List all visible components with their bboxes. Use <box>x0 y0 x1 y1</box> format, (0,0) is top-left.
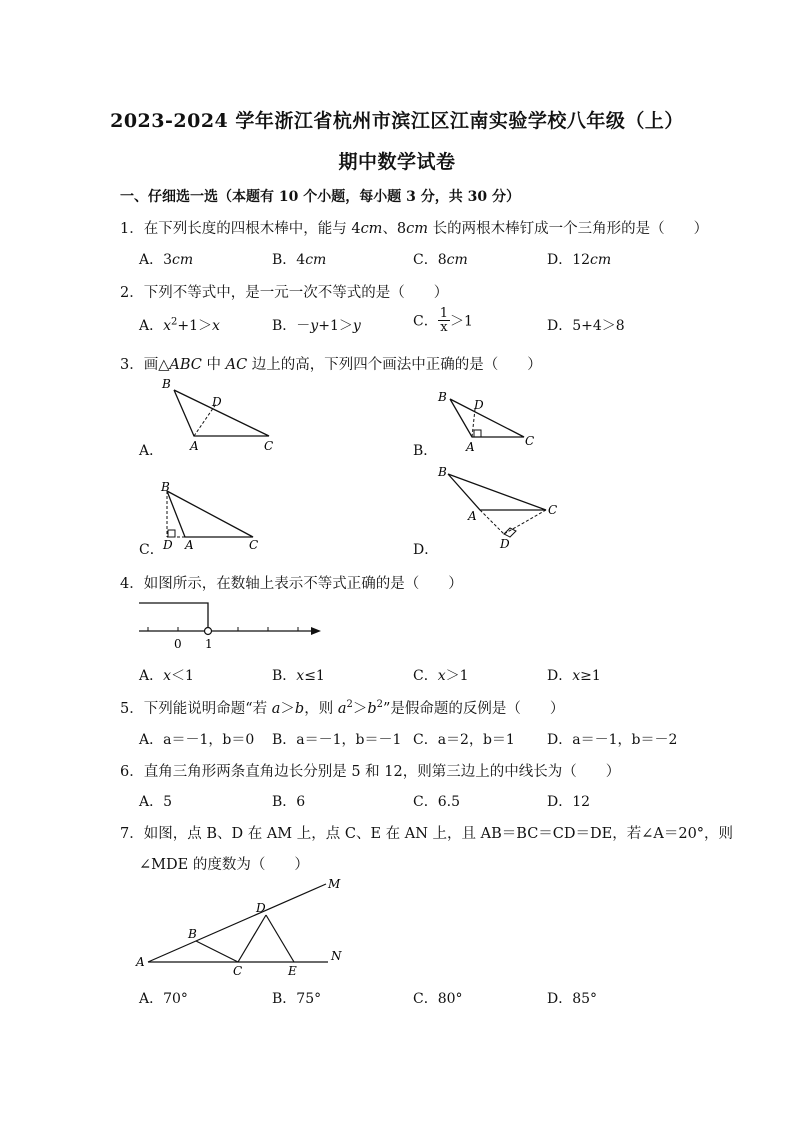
svg-text:C: C <box>525 434 535 448</box>
question-6-option-a: A．5 <box>139 794 173 810</box>
question-7-figure <box>132 872 352 977</box>
question-7-option-d: D．85° <box>547 991 598 1007</box>
question-3-option-b: B． <box>413 443 438 459</box>
svg-text:1: 1 <box>205 637 213 651</box>
question-7-option-a: A．70° <box>139 991 188 1007</box>
question-3-figure-b <box>428 385 548 455</box>
svg-text:B: B <box>188 927 197 941</box>
question-2-option-a: A．$x^2+1>x$ <box>139 316 220 334</box>
question-1-option-a: A．3cm <box>139 252 194 268</box>
question-2-stem: 2．下列不等式中，是一元一次不等式的是（ ） <box>120 285 449 301</box>
question-3-figure-a <box>150 372 290 457</box>
svg-text:B: B <box>438 390 447 404</box>
svg-text:B: B <box>438 465 447 479</box>
question-3-stem: 3．画△ABC 中 AC 边上的高，下列四个画法中正确的是（ ） <box>120 357 542 373</box>
question-6-stem: 6．直角三角形两条直角边长分别是 5 和 12，则第三边上的中线长为（ ） <box>120 764 621 780</box>
svg-text:C: C <box>264 439 274 453</box>
question-6-option-b: B．6 <box>272 794 306 810</box>
svg-text:D: D <box>212 395 222 409</box>
question-1-option-b: B．4cm <box>272 252 327 268</box>
svg-text:A: A <box>190 439 199 453</box>
svg-text:0: 0 <box>174 637 182 651</box>
question-4-option-d: D．x≥1 <box>547 668 601 684</box>
svg-text:D: D <box>163 538 173 552</box>
question-1-option-d: D．12cm <box>547 252 612 268</box>
question-4-number-line <box>135 597 330 652</box>
question-5-option-a: A．a＝－1，b＝0 <box>139 732 255 748</box>
svg-text:D: D <box>474 398 484 412</box>
question-2-option-c: C． $\frac{1}{x}$ ＞1 <box>413 306 473 335</box>
question-3-option-c: C． <box>139 542 164 558</box>
question-7-option-b: B．75° <box>272 991 322 1007</box>
question-3-figure-d <box>430 462 565 552</box>
question-6-option-c: C．6.5 <box>413 794 460 810</box>
question-7-stem-line1: 7．如图，点 B、D 在 AM 上，点 C、E 在 AN 上，且 AB＝BC＝CD＝DE，若∠A＝20°，则 <box>120 826 734 842</box>
question-4-option-b: B．x≤1 <box>272 668 325 684</box>
question-5-option-d: D．a＝－1，b＝－2 <box>547 732 678 748</box>
svg-text:D: D <box>256 901 266 915</box>
exam-title-line2: 期中数学试卷 <box>338 151 456 173</box>
question-4-option-c: C．x＞1 <box>413 668 469 684</box>
question-5-stem: 5．下列能说明命题“若 a＞b，则 $a^2>b^2$”是假命题的反例是（ ） <box>120 699 565 717</box>
question-7-stem-line2: ∠MDE 的度数为（ ） <box>139 857 309 873</box>
svg-text:E: E <box>288 964 297 977</box>
question-3-figure-c <box>155 477 275 552</box>
question-4-option-a: A．x＜1 <box>139 668 194 684</box>
svg-text:N: N <box>331 949 342 963</box>
question-2-option-d: D．5+4＞8 <box>547 318 625 334</box>
svg-text:D: D <box>500 537 510 551</box>
svg-text:A: A <box>185 538 194 552</box>
svg-text:A: A <box>466 440 475 454</box>
question-5-option-b: B．a＝－1，b＝－1 <box>272 732 402 748</box>
svg-text:A: A <box>468 509 477 523</box>
svg-text:C: C <box>548 503 558 517</box>
svg-text:C: C <box>249 538 259 552</box>
question-2-option-b: B．－y+1＞y <box>272 318 361 334</box>
question-6-option-d: D．12 <box>547 794 591 810</box>
svg-text:B: B <box>161 480 170 494</box>
question-3-option-d: D． <box>413 542 439 558</box>
question-7-option-c: C．80° <box>413 991 463 1007</box>
svg-text:B: B <box>162 377 171 391</box>
question-4-stem: 4．如图所示，在数轴上表示不等式正确的是（ ） <box>120 576 463 592</box>
question-1-stem: 1．在下列长度的四根木棒中，能与 4cm、8cm 长的两根木棒钉成一个三角形的是（ ） <box>120 221 709 237</box>
question-1-option-c: C．8cm <box>413 252 468 268</box>
exam-title-line1: 2023-2024 学年浙江省杭州市滨江区江南实验学校八年级（上） <box>110 110 684 132</box>
svg-text:A: A <box>136 955 145 969</box>
section-heading: 一、仔细选一选（本题有 10 个小题，每小题 3 分，共 30 分） <box>120 189 520 205</box>
svg-text:M: M <box>328 877 341 891</box>
question-3-option-a: A． <box>139 443 164 459</box>
svg-text:C: C <box>233 964 243 977</box>
question-5-option-c: C．a＝2，b＝1 <box>413 732 515 748</box>
